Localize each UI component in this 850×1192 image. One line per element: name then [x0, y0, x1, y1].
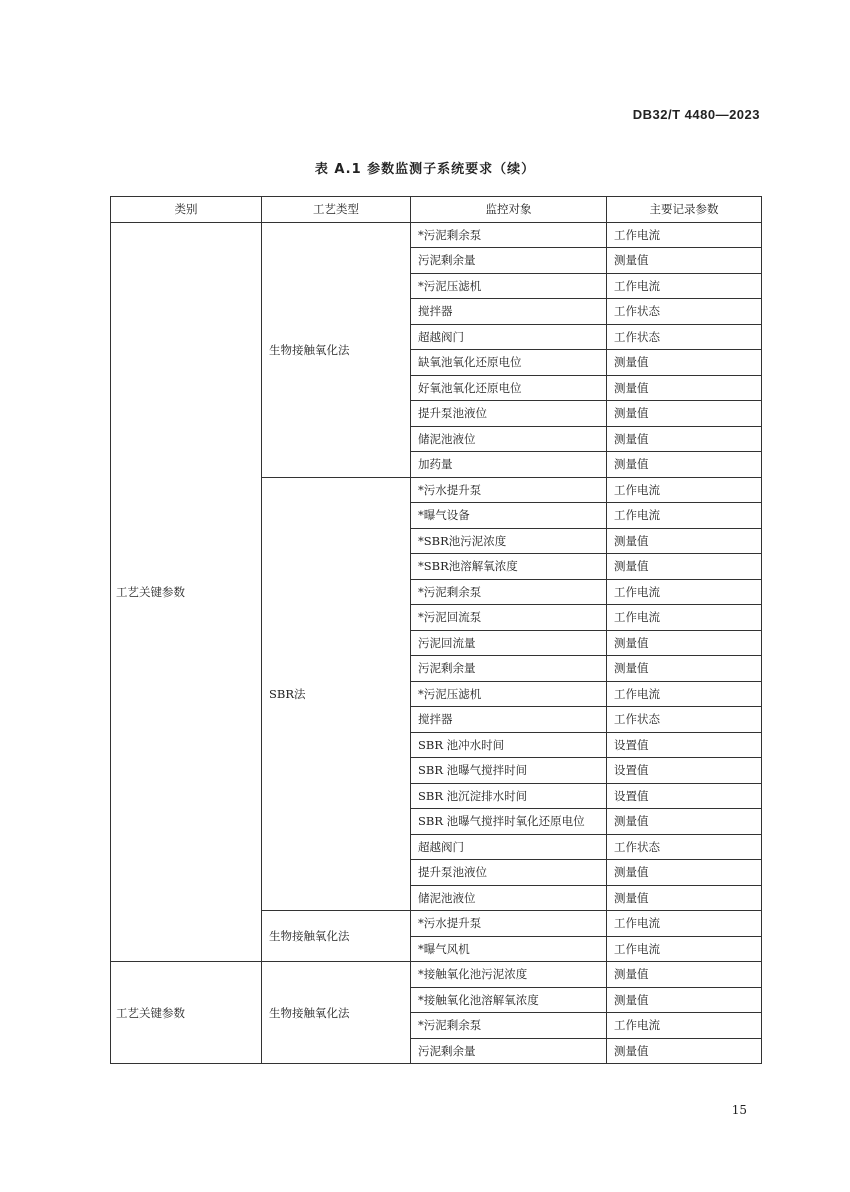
recorded-parameter-cell: 设置值 — [607, 732, 762, 758]
recorded-parameter-cell: 测量值 — [607, 885, 762, 911]
recorded-parameter-cell: 测量值 — [607, 554, 762, 580]
column-header-monitored-object: 监控对象 — [411, 197, 607, 223]
recorded-parameter-cell: 工作电流 — [607, 273, 762, 299]
recorded-parameter-cell: 设置值 — [607, 758, 762, 784]
monitored-object-cell: SBR 池冲水时间 — [411, 732, 607, 758]
recorded-parameter-cell: 设置值 — [607, 783, 762, 809]
recorded-parameter-cell: 测量值 — [607, 426, 762, 452]
recorded-parameter-cell: 测量值 — [607, 860, 762, 886]
monitored-object-cell: 搅拌器 — [411, 707, 607, 733]
monitored-object-cell: 提升泵池液位 — [411, 860, 607, 886]
recorded-parameter-cell: 测量值 — [607, 1038, 762, 1064]
monitored-object-cell: *污水提升泵 — [411, 477, 607, 503]
monitored-object-cell: 储泥池液位 — [411, 426, 607, 452]
recorded-parameter-cell: 工作电流 — [607, 1013, 762, 1039]
process-type-cell: SBR法 — [262, 477, 411, 911]
monitored-object-cell: *污泥剩余泵 — [411, 222, 607, 248]
monitored-object-cell: 加药量 — [411, 452, 607, 478]
recorded-parameter-cell: 工作状态 — [607, 707, 762, 733]
monitored-object-cell: 污泥回流量 — [411, 630, 607, 656]
monitored-object-cell: 储泥池液位 — [411, 885, 607, 911]
process-type-cell: 生物接触氧化法 — [262, 222, 411, 477]
process-type-cell: 生物接触氧化法 — [262, 911, 411, 962]
table-row — [111, 222, 762, 248]
recorded-parameter-cell: 测量值 — [607, 630, 762, 656]
column-header-process-type: 工艺类型 — [262, 197, 411, 223]
monitored-object-cell: *曝气风机 — [411, 936, 607, 962]
monitored-object-cell: *污泥剩余泵 — [411, 1013, 607, 1039]
monitored-object-cell: 提升泵池液位 — [411, 401, 607, 427]
column-header-category: 类别 — [111, 197, 262, 223]
monitored-object-cell: 搅拌器 — [411, 299, 607, 325]
recorded-parameter-cell: 工作电流 — [607, 681, 762, 707]
recorded-parameter-cell: 测量值 — [607, 656, 762, 682]
recorded-parameter-cell: 工作电流 — [607, 911, 762, 937]
recorded-parameter-cell: 工作电流 — [607, 477, 762, 503]
monitored-object-cell: 污泥剩余量 — [411, 656, 607, 682]
monitored-object-cell: 好氧池氧化还原电位 — [411, 375, 607, 401]
recorded-parameter-cell: 工作电流 — [607, 605, 762, 631]
monitored-object-cell: *污泥回流泵 — [411, 605, 607, 631]
recorded-parameter-cell: 测量值 — [607, 962, 762, 988]
monitored-object-cell: *接触氧化池溶解氧浓度 — [411, 987, 607, 1013]
recorded-parameter-cell: 工作电流 — [607, 579, 762, 605]
monitored-object-cell: *SBR池溶解氧浓度 — [411, 554, 607, 580]
table-body — [111, 222, 762, 1064]
recorded-parameter-cell: 工作电流 — [607, 936, 762, 962]
monitored-object-cell: *接触氧化池污泥浓度 — [411, 962, 607, 988]
page-number: 15 — [731, 1103, 747, 1117]
recorded-parameter-cell: 测量值 — [607, 809, 762, 835]
category-cell: 工艺关键参数 — [111, 962, 262, 1064]
recorded-parameter-cell: 工作电流 — [607, 503, 762, 529]
recorded-parameter-cell: 测量值 — [607, 350, 762, 376]
table-row — [111, 962, 762, 988]
monitored-object-cell: *污泥压滤机 — [411, 273, 607, 299]
recorded-parameter-cell: 测量值 — [607, 375, 762, 401]
monitored-object-cell: 污泥剩余量 — [411, 248, 607, 274]
process-type-cell: 生物接触氧化法 — [262, 962, 411, 1064]
monitored-object-cell: 缺氧池氧化还原电位 — [411, 350, 607, 376]
monitored-object-cell: 污泥剩余量 — [411, 1038, 607, 1064]
parameter-monitoring-table — [110, 196, 762, 1064]
table-header-row — [111, 197, 762, 223]
recorded-parameter-cell: 工作状态 — [607, 299, 762, 325]
recorded-parameter-cell: 测量值 — [607, 528, 762, 554]
recorded-parameter-cell: 工作电流 — [607, 222, 762, 248]
monitored-object-cell: *曝气设备 — [411, 503, 607, 529]
monitored-object-cell: *污泥压滤机 — [411, 681, 607, 707]
monitored-object-cell: 超越阀门 — [411, 834, 607, 860]
recorded-parameter-cell: 工作状态 — [607, 324, 762, 350]
recorded-parameter-cell: 测量值 — [607, 452, 762, 478]
recorded-parameter-cell: 测量值 — [607, 401, 762, 427]
column-header-recorded-parameter: 主要记录参数 — [607, 197, 762, 223]
monitored-object-cell: 超越阀门 — [411, 324, 607, 350]
document-number: DB32/T 4480—2023 — [632, 107, 760, 122]
table-caption: 表 A.1 参数监测子系统要求（续） — [314, 162, 536, 177]
recorded-parameter-cell: 工作状态 — [607, 834, 762, 860]
monitored-object-cell: SBR 池沉淀排水时间 — [411, 783, 607, 809]
recorded-parameter-cell: 测量值 — [607, 248, 762, 274]
monitored-object-cell: *SBR池污泥浓度 — [411, 528, 607, 554]
monitored-object-cell: *污泥剩余泵 — [411, 579, 607, 605]
monitored-object-cell: SBR 池曝气搅拌时氧化还原电位 — [411, 809, 607, 835]
recorded-parameter-cell: 测量值 — [607, 987, 762, 1013]
category-cell: 工艺关键参数 — [111, 222, 262, 962]
monitored-object-cell: SBR 池曝气搅拌时间 — [411, 758, 607, 784]
monitored-object-cell: *污水提升泵 — [411, 911, 607, 937]
